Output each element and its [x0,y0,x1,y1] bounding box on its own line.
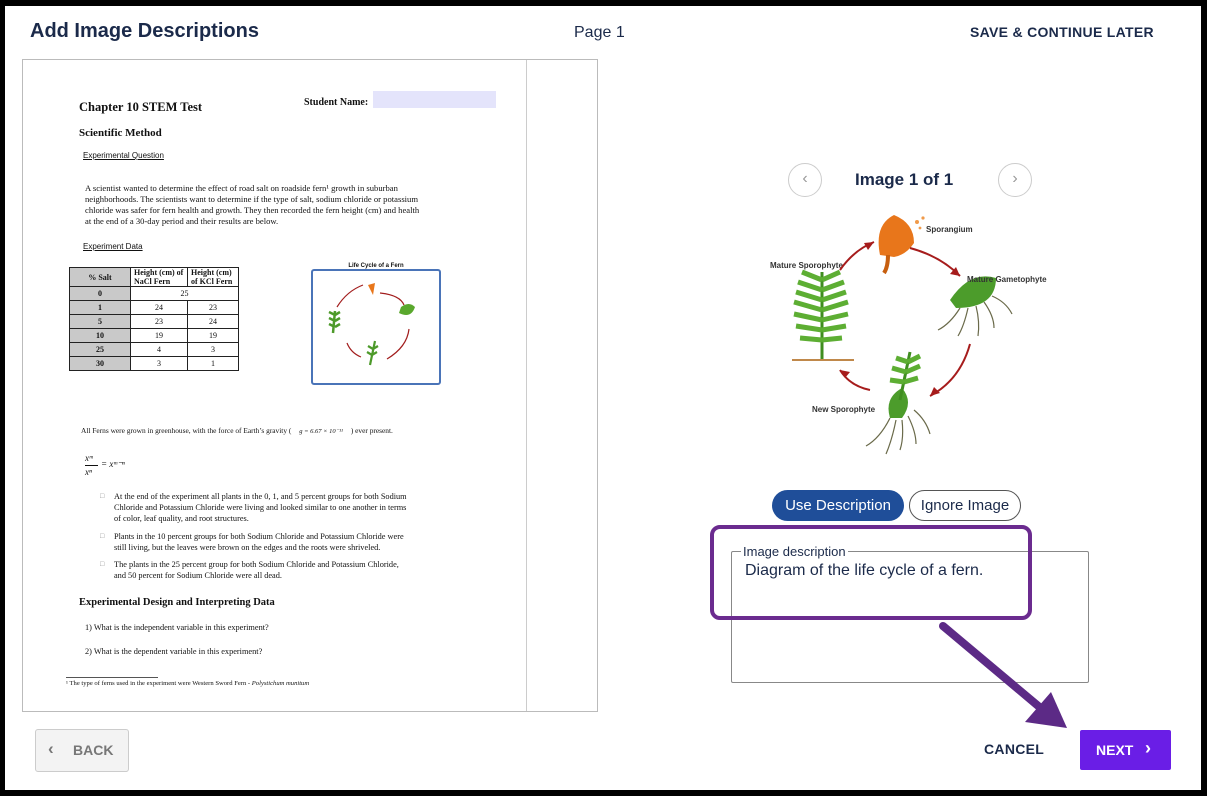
page-indicator: Page 1 [574,24,625,41]
section-experimental-design: Experimental Design and Interpreting Data [79,597,275,608]
section-scientific-method: Scientific Method [79,127,162,139]
arrow-heads [840,242,960,396]
document-preview[interactable] [22,59,598,712]
mature-sporophyte-icon [792,272,854,360]
new-sporophyte-icon [866,352,930,454]
student-name-label: Student Name: [304,97,369,108]
chevron-right-icon: › [1012,170,1018,187]
question-1: 1) What is the independent variable in this experiment? [85,623,269,632]
table-cell: 3 [131,357,188,371]
thumbnail-title: Life Cycle of a Fern [348,263,404,269]
experiment-data-table [69,267,239,371]
paragraph-line: A scientist wanted to determine the effect of road salt on roadside fern¹ growth in suburban [85,183,398,193]
paragraph-line: at the end of a 30-day period and their results are below. [85,216,279,226]
document-page [23,60,526,711]
bullet-checkbox-icon: □ [100,492,105,500]
gravity-text-b: ) ever present. [350,426,393,435]
gravity-formula: g = 6.67 × 10⁻¹¹ [299,428,343,435]
table-cell: 19 [131,329,188,343]
table-row [70,287,239,301]
ignore-image-button[interactable]: Ignore Image [909,490,1021,521]
image-counter: Image 1 of 1 [855,170,954,189]
cancel-button[interactable]: CANCEL [984,741,1045,757]
bullet-checkbox-icon: □ [100,532,105,540]
gravity-text-a: All Ferns were grown in greenhouse, with the force of Earth’s gravity ( [81,426,292,435]
table-header-cell: Height (cm) of KCl Fern [188,268,239,287]
annotation-arrow-icon [935,618,1075,733]
fern-lifecycle-diagram [760,200,1060,465]
table-cell: 30 [70,357,131,371]
next-label: NEXT [1096,742,1134,758]
doc-title: Chapter 10 STEM Test [79,100,203,114]
paragraph-line: neighborhoods. The scientists want to determine if the type of salt, sodium chloride or potassium [85,194,419,204]
bullet-line: At the end of the experiment all plants in the 0, 1, and 5 percent groups for both Sodium [114,492,407,501]
fern-diagram-thumbnail[interactable] [311,263,441,385]
prev-image-button[interactable] [788,163,822,197]
footnote-rule [66,677,158,678]
student-name-field [373,91,496,108]
label-sporangium: Sporangium [926,225,973,234]
label-mature-sporophyte: Mature Sporophyte [770,261,843,270]
bullet-line: Plants in the 10 percent groups for both Sodium Chloride and Potassium Chloride were [114,532,404,541]
table-cell: 25 [70,343,131,357]
bullet-checkbox-icon: □ [100,560,105,568]
table-cell: 1 [70,301,131,315]
table-cell: 3 [188,343,239,357]
label-mature-gametophyte: Mature Gametophyte [967,275,1047,284]
page-title: Add Image Descriptions [30,20,259,42]
formula-rhs: = xᵐ⁻ⁿ [101,459,125,469]
next-button[interactable] [1080,730,1171,770]
table-cell: 23 [188,301,239,315]
document-divider [526,60,527,711]
table-cell: 10 [70,329,131,343]
formula-bar [85,465,98,466]
experiment-data-label: Experiment Data [83,242,143,251]
annotation-highlight-box [710,525,1032,620]
bullet-line: and 50 percent for Sodium Chloride were all dead. [114,571,282,580]
bullet-line: The plants in the 25 percent group for both Sodium Chloride and Potassium Chloride, [114,560,399,569]
table-header-cell: % Salt [70,268,131,287]
table-cell: 0 [70,287,131,301]
table-row [70,357,239,371]
bullet-line: still living, but the leaves were brown on the edges and the roots were shriveled. [114,543,381,552]
mature-gametophyte-icon [938,276,1012,336]
table-row [70,315,239,329]
table-cell: 1 [188,357,239,371]
table-header-cell: Height (cm) of NaCl Fern [131,268,188,287]
sporangium-icon [879,215,925,273]
footnote-species: Polystichum munitum [251,680,310,687]
image-description-value[interactable]: Diagram of the life cycle of a fern. [745,562,984,579]
table-cell: 4 [131,343,188,357]
table-row [70,343,239,357]
chevron-right-icon: › [1145,738,1151,758]
paragraph-line: chloride was safer for fern health and growth. They then recorded the fern height (cm) and health [85,205,420,215]
fern-lifecycle-thumbnail-icon [313,271,439,383]
table-cell: 23 [131,315,188,329]
label-new-sporophyte: New Sporophyte [812,405,876,414]
table-cell: 19 [188,329,239,343]
question-2: 2) What is the dependent variable in this experiment? [85,647,263,656]
table-cell: 24 [131,301,188,315]
footnote-text: ¹ The type of ferns used in the experiment were Western Sword Fern - [66,680,252,687]
chevron-left-icon: ‹ [802,170,808,187]
back-button[interactable] [35,729,129,772]
table-cell: 25 [131,287,239,301]
bullet-line: Chloride and Potassium Chloride were living and looked similar to one another in terms [114,503,407,512]
table-cell: 24 [188,315,239,329]
formula-numerator: xᵐ [85,453,93,463]
save-continue-later-link[interactable]: SAVE & CONTINUE LATER [970,24,1154,40]
gravity-text [81,426,393,435]
use-description-button[interactable]: Use Description [772,490,904,521]
table-row [70,329,239,343]
image-description-label: Image description [743,544,846,559]
bullet-line: of color, leaf quality, and root structures. [114,514,249,523]
back-label: BACK [73,742,114,758]
chevron-left-icon: ‹ [48,739,54,758]
next-image-button[interactable] [998,163,1032,197]
table-cell: 5 [70,315,131,329]
formula-denominator: xⁿ [85,467,92,477]
footnote [66,680,309,687]
table-row [70,301,239,315]
table-header-row [70,268,239,287]
experimental-question-label: Experimental Question [83,151,164,160]
